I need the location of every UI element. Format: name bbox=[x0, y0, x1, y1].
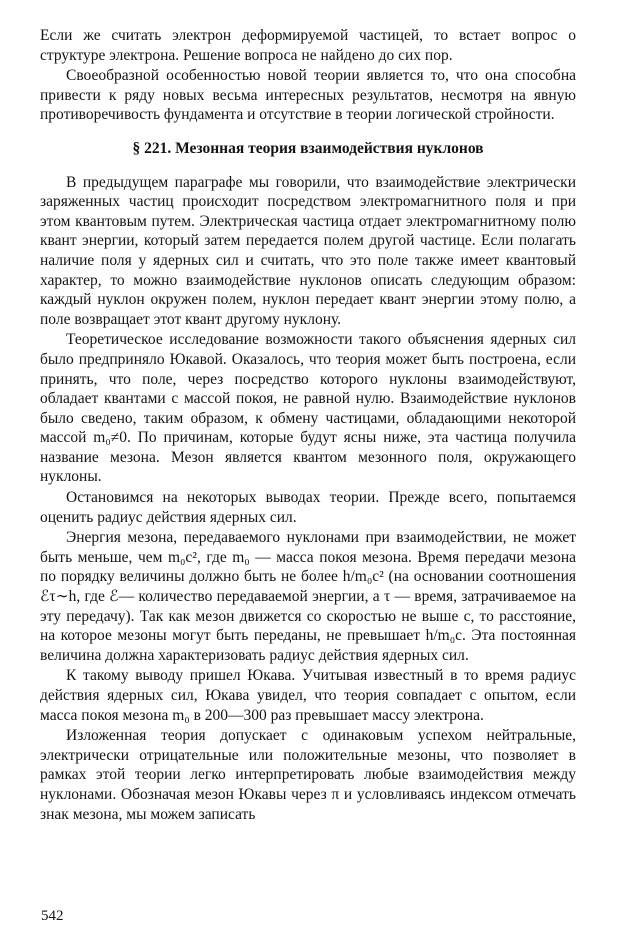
page-body bbox=[40, 26, 576, 824]
paragraph: Остановимся на некоторых выводах теории. Прежде всего, попытаемся оценить радиус действия ядерных сил. bbox=[40, 489, 576, 526]
paragraph: Изложенная теория допускает с одинаковым успехом нейтральные, электрически отрицательные или положительные мезоны, что позволяет в рамках этой теории легко интерпретировать любые взаимодействия между нуклонами. Обозначая мезон Юкавы через π и условливаясь индексом отмечать знак мезона, мы можем записать bbox=[40, 727, 576, 823]
paragraph: Если же считать электрон деформируемой частицей, то встает вопрос о структуре электрона. Решение вопроса не найдено до сих пор. bbox=[40, 27, 576, 64]
paragraph: В предыдущем параграфе мы говорили, что взаимодействие электрически заряженных частиц происходит посредством электромагнитного поля и при этом квантовым путем. Электрическая частица отдает электромагнитному полю квант энергии, который затем передается полем другой частице. Если полагать наличие поля у ядерных сил и считать, что это поле также имеет квантовый характер, то можно взаимодействие нуклонов описать следующим образом: каждый нуклон окружен полем, нуклон передает квант энергии этому полю, а поле возвращает этот квант другому нуклону. bbox=[40, 173, 576, 328]
paragraph: К такому выводу пришел Юкава. Учитывая известный в то время радиус действия ядерных сил, Юкава увидел, что теория совпадает с опытом, если масса покоя мезона m₀ в 200—300 раз превышает массу электрона. bbox=[40, 667, 576, 724]
section-heading: § 221. Мезонная теория взаимодействия нуклонов bbox=[132, 139, 484, 157]
paragraph: Своеобразной особенностью новой теории является то, что она способна привести к ряду новых весьма интересных результатов, несмотря на явную противоречивость фундамента и отсутствие в теории логической стройности. bbox=[40, 67, 576, 124]
paragraph: Энергия мезона, передаваемого нуклонами при взаимодействии, не может быть меньше, чем m₀c², где m₀ — масса покоя мезона. Время передачи мезона по порядку величины должно быть не более h/m₀c² (на основании соотношения ℰτ∼h, где ℰ— количество передаваемой энергии, а τ — время, затрачиваемое на эту передачу). Так как мезон движется со скоростью не выше c, то расстояние, на которое мезоны могут быть переданы, не превышает h/m₀c. Эта постоянная величина должна характеризовать радиус действия ядерных сил. bbox=[40, 529, 576, 664]
paragraph: Теоретическое исследование возможности такого объяснения ядерных сил было предприняло Юкавой. Оказалось, что теория может быть построена, если принять, что поле, через посредство которого нуклоны взаимодействуют, обладает квантами с массой покоя, не равной нулю. Взаимодействие нуклонов было сведено, таким образом, к обмену частицами, обладающими некоторой массой m₀≠0. По причинам, которые будут ясны ниже, эта частица получила название мезона. Мезон является квантом мезонного поля, окружающего нуклоны. bbox=[40, 331, 576, 486]
page-number: 542 bbox=[41, 908, 64, 924]
